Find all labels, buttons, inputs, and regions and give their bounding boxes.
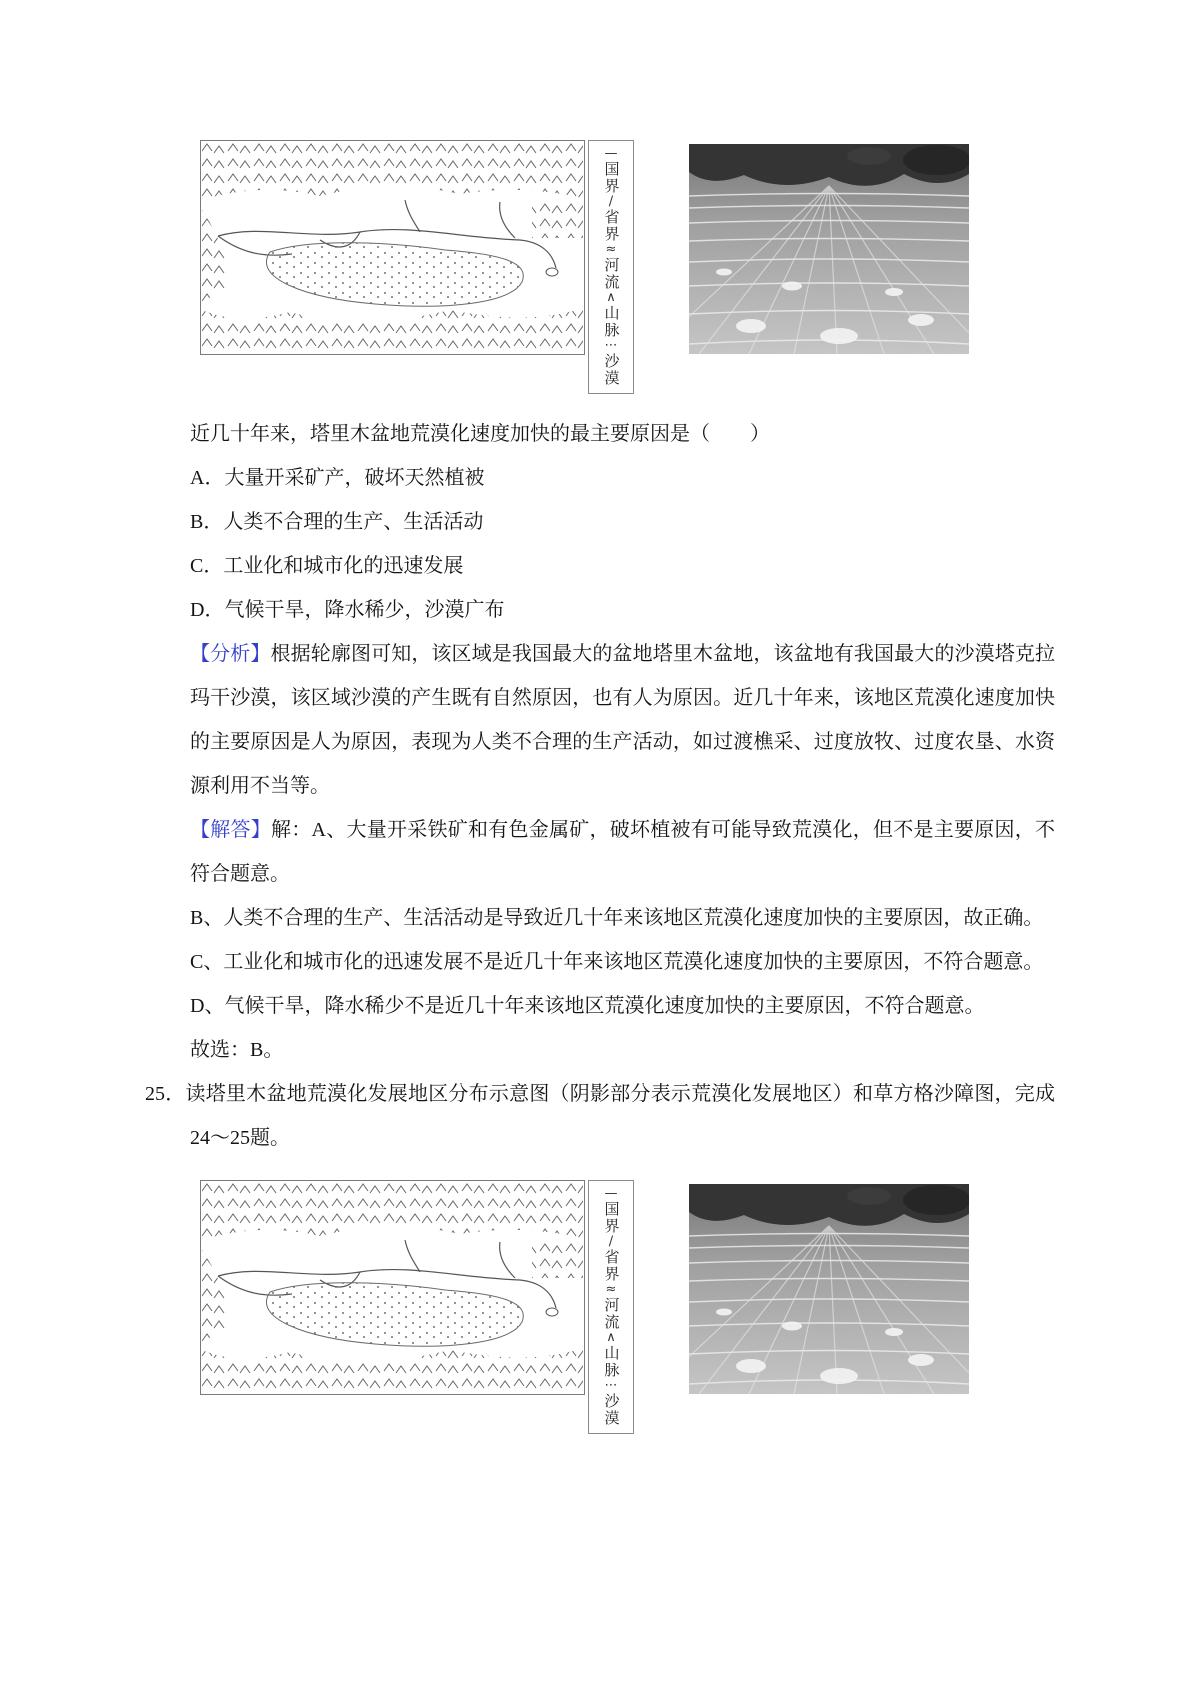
answer-paragraph-d: D、气候干旱，降水稀少不是近几十年来该地区荒漠化速度加快的主要原因，不符合题意。 [190,995,985,1017]
legend-item-national-boundary [601,147,622,195]
legend-label: 省界 [602,209,619,243]
tarim-basin-map-figure [200,1180,634,1434]
legend-item-mountain [601,1331,622,1379]
question-25-text: 读塔里木盆地荒漠化发展地区分布示意图（阴影部分表示荒漠化发展地区）和草方格沙障图，完成24～25题。 [185,1083,1056,1149]
straw-checkerboard-sand-barrier-photo [689,1184,969,1394]
figures-row [200,1180,1055,1434]
answer-paragraph-c: C、工业化和城市化的迅速发展不是近几十年来该地区荒漠化速度加快的主要原因，不符合题意。 [190,951,1044,973]
answer-text-a: 解：A、大量开采铁矿和有色金属矿，破坏植被有可能导致荒漠化，但不是主要原因，不符合题意。 [190,819,1056,885]
legend-item-desert [601,1379,622,1427]
terminal-lake [546,268,558,276]
tarim-basin-map-figure [200,140,634,394]
legend-item-desert [601,339,622,387]
option-c: C．工业化和城市化的迅速发展 [190,555,464,577]
desert-dots-icon: ⋯ [604,338,618,353]
national-boundary-line-icon: — [604,1186,618,1201]
legend-item-river [601,243,622,291]
figures-slot-bottom [190,1180,1055,1434]
legend-item-river [601,1283,622,1331]
legend-label: 国界 [602,161,619,195]
legend-label: 河流 [602,1297,619,1331]
legend-label: 山脉 [602,305,619,339]
province-boundary-line-icon: ∕ [608,194,614,209]
legend-item-national-boundary [601,1187,622,1235]
answer-conclusion: 故选：B。 [190,1039,284,1061]
legend-label: 国界 [602,1201,619,1235]
figures-row [200,140,1055,394]
mountain-icon: ∧ [606,1330,616,1345]
figures-slot-top [190,140,1055,394]
legend-label: 河流 [602,257,619,291]
national-boundary-line-icon: — [604,146,618,161]
province-boundary-line-icon: ∕ [608,1234,614,1249]
answer-label: 【解答】 [190,819,272,841]
analysis-text: 根据轮廓图可知，该区域是我国最大的盆地塔里木盆地，该盆地有我国最大的沙漠塔克拉玛干沙漠，该区域沙漠的产生既有自然原因，也有人为原因。近几十年来，该地区荒漠化速度加快的主要原因是人为原因，表现为人类不合理的生产活动，如过渡樵采、过度放牧、过度农垦、水资源利用不当等。 [190,643,1056,797]
legend-item-province-boundary [601,195,622,243]
terminal-lake [546,1308,558,1316]
option-d: D．气候干旱，降水稀少，沙漠广布 [190,599,505,621]
answer-paragraph-a [190,808,1055,896]
legend-item-province-boundary [601,1235,622,1283]
tarim-basin-map [200,140,585,355]
river-line-icon: ≈ [605,242,617,257]
straw-checkerboard-sand-barrier-photo [689,144,969,354]
analysis-paragraph [190,632,1055,808]
legend-label: 沙漠 [602,1393,619,1427]
question-25-number: 25． [145,1083,186,1105]
river-line-icon: ≈ [605,1282,617,1297]
legend-label: 沙漠 [602,353,619,387]
legend-label: 省界 [602,1249,619,1283]
desert-dots-icon: ⋯ [604,1378,618,1393]
analysis-label: 【分析】 [190,643,271,665]
map-legend [588,1180,634,1434]
mountain-icon: ∧ [606,290,616,305]
tarim-basin-map [200,1180,585,1395]
legend-label: 山脉 [602,1345,619,1379]
option-b: B．人类不合理的生产、生活活动 [190,511,484,533]
question-25-stem [145,1072,1056,1160]
legend-item-mountain [601,291,622,339]
option-a: A．大量开采矿产，破坏天然植被 [190,467,485,489]
map-legend [588,140,634,394]
question-24-stem: 近几十年来，塔里木盆地荒漠化速度加快的最主要原因是（ ） [190,423,770,445]
answer-paragraph-b: B、人类不合理的生产、生活活动是导致近几十年来该地区荒漠化速度加快的主要原因，故正确。 [190,907,1044,929]
